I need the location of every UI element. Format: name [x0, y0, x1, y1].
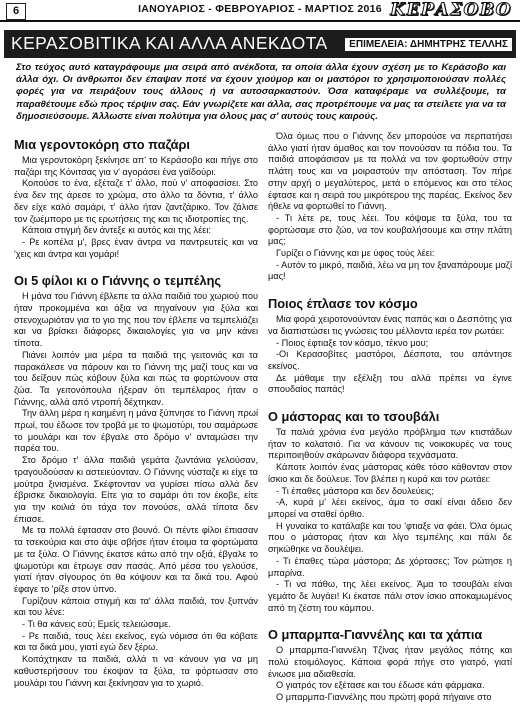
paragraph: Πιάνει λοιπόν μια μέρα τα παιδιά της γειτονιάς και τα παρακάλεσε να πάρουν και το Γιάννη της μαζί τους και να του δείξουν πώς κόβουν ξύλα και πώς τα φορτώνουν στα ζώα. Τα γειτονόπουλα ήξεραν ότι τεμπέλαρος ήταν ο Γιάννης, αλλά από ντροπή δέχτηκαν.: [14, 349, 258, 407]
paragraph: Με τα πολλά έφτασαν στο βουνό. Οι πέντε φίλοι έπιασαν τα τσεκούρια και στο άψε σβήσε ήταν έτοιμα τα φορτώματα με τα ξύλα. Ο Γιάννης έκατσε κάτω από την οξιά, έβγαλε το ψωμοτύρι και έτρωγε σαν πασάς. Από μέσα του γελούσε, γιατί ήταν σίγουρος ότι θα κόψουν και τα δικά του. Αφού έφαγε το 'ρίξε στον ύπνο.: [14, 525, 258, 594]
article-title: Ποιος έπλασε τον κόσμο: [268, 296, 418, 312]
section-title: ΚΕΡΑΣΟΒΙΤΙΚΑ ΚΑΙ ΑΛΛΑ ΑΝΕΚΔΟΤΑ: [11, 33, 328, 53]
article-title: Οι 5 φίλοι κι ο Γιάννης ο τεμπέλης: [14, 273, 222, 289]
paragraph: Κάποια στιγμή δεν άντεξε κι αυτός και της λέει:: [22, 225, 211, 236]
page-header: [0, 0, 520, 20]
paragraph: Δε μάθαμε την εξέλιξη του αλλά πρέπει να έγινε σπουδαίος παπάς!: [268, 372, 512, 395]
paragraph: - Τι έπαθες μάστορα και δεν δουλεύεις;: [276, 485, 434, 496]
paragraph: - Ρε κοπέλα μ', βρες έναν άντρα να παντρευτείς και να 'χεις και άντρα και γομάρι!: [14, 236, 258, 259]
paragraph: - Αυτόν το μικρό, παιδιά, λέω να μη τον ξαναπάρουμε μαζί μας!: [268, 259, 512, 282]
paragraph: Στο δρόμο τ' άλλα παιδιά γεμάτα ζωντάνια γελούσαν, τραγουδούσαν κι αστειεύονταν. Ο Γιάννης νύσταζε κι είχε τα μούτρα ξινισμένα. Σκέφτονταν να γυρίσει πίσω αλλά δεν έβρισκε δικαιολογία. Είτε για το σαμάρι ότι τον έκοβε, είτε για την κοιλιά ότι τάχα τον πονούσε, αλλά τίποτα δεν έπιασε.: [14, 455, 258, 524]
paragraph: Κοιτούσε το ένα, εξέταζε τ' άλλο, πού ν' αποφασίσει. Στο ένα δεν της άρεσε το χρώμα, στο άλλο τα δόντια, τ' άλλο δεν είχε καλό σαμάρι, τ' άλλο ήταν ζαντζάρικο. Τον ζάλισε τον ζωέμπορο με τις ερωτήσεις της και τις ιδιοτροπίες της.: [14, 178, 258, 224]
newspaper-logo: ΚΕΡΑΣΟΒΟ: [390, 0, 512, 20]
paragraph: Γυρίζουν κάποια στιγμή και τα' άλλα παιδιά, τον ξυπνάν και του λένε:: [14, 595, 258, 618]
paragraph: Ο μπαρμπα-Γιαννέλη Τζίνας ήταν μεγάλος πότης και πολύ ετοιμόλογος. Κάποια φορά πήγε στο γιατρό, γιατί ένιωσε μια αδιαθεσία.: [268, 645, 512, 679]
article-title: Ο μάστορας και το τσουβάλι: [268, 409, 440, 425]
article-title: Μια γεροντοκόρη στο παζάρι: [14, 137, 190, 152]
paragraph: Κοιτάχτηκαν τα παιδιά, αλλά τι να κάνουν για να μη καθυστερήσουν του έκοψαν τα ξύλα, τα φόρτωσαν στο μουλάρι του Γιάννη και ξεκίνησαν για το χωριό.: [14, 654, 258, 688]
section-banner: [4, 30, 516, 58]
left-column: [14, 138, 258, 689]
paragraph: Ο γιατρός τον εξέτασε και του έδωσε κάτι φάρμακα.: [276, 680, 485, 691]
paragraph: -Α, κυρά μ' λέει εκείνος, άμα το σακί είναι άδειο δεν μπορεί να σταθεί όρθιο.: [268, 497, 512, 519]
paragraph: Μια φορά χειροτονούνταν ένας παπάς και ο Δεσπότης για να διαπιστώσει τις γνώσεις του μέλλοντα ιερέα τον ρωτάει:: [268, 314, 512, 336]
paragraph: - Τι να πάθω, της λέει εκείνος. Άμα το τσουβάλι είναι γεμάτο δε λυγάει! Κι έκατσε πάλι στον ίσκιο αποκαμωμένος από τη ζέστη του κάμπου.: [268, 579, 512, 613]
paragraph: Μια γεροντοκόρη ξεκίνησε απ' το Κεράσοβο και πήγε στο παζάρι της Κόνιτσας για ν' αγοράσει ένα γαϊδούρι.: [14, 155, 258, 177]
paragraph: Όλα όμως που ο Γιάννης δεν μπορούσε να περπατήσει άλλο γιατί ήταν άμαθος και τον πονούσαν τα πόδια του. Τα παιδιά αποφάσισαν με τα πολλά να τον φορτωθούν στην πλάτη τους και να μοιραστούν την απόσταση. Τον πήρε στην αρχή ο μεγαλύτερος, μετά ο επόμενος και στο τέλος έφτασε και η σειρά του μικρότερου της παρέας. Εκείνος δεν ήθελε να φορτωθεί το Γιάννη.: [268, 131, 512, 212]
paragraph: - Ποιος έφτιαξε τον κόσμο, τέκνο μου;: [276, 337, 429, 348]
paragraph: Κάποτε λοιπόν ένας μάστορας κάθε τόσο κάθονταν στον ίσκιο και δε δούλευε. Τον βλέπει η κυρά και τον ρωτάει:: [268, 462, 512, 484]
page-number: 6: [6, 3, 26, 20]
paragraph: Ο μπαρμπα-Γιαννέλης που πρώτη φορά πήγαινε στο: [276, 692, 492, 703]
header-rule: [0, 20, 520, 22]
editor-credit: ΕΠΙΜΕΛΕΙΑ: ΔΗΜΗΤΡΗΣ ΤΕΛΛΗΣ: [345, 38, 512, 51]
paragraph: Την άλλη μέρα η καημένη η μάνα ξύπνησε το Γιάννη πρωί πρωί, του έδωσε τον τροβά με το ψωμοτύρι, του σαμάρωσε το μουλάρι και τον έβγαλε στο δρόμο ν' ανταμώσει την παρέα του.: [14, 408, 258, 454]
paragraph: -Οι Κερασοβίτες μαστόροι, Δέσποτα, του απάντησε εκείνος.: [268, 349, 512, 371]
paragraph: - Ρε παιδιά, τους λέει εκείνος, εγώ νόμισα ότι θα κόβατε και τα δικά μου, γιατί εγώ δεν ξέρω.: [14, 630, 258, 653]
paragraph: Τα παλιά χρόνια ένα μεγάλο πρόβλημα των κτιστάδων ήταν το κολατσιό. Για να κάνουν τις νοικοκυρές να τους περιποιηθούν σκάρωναν διάφορα τεχνάσματα.: [268, 427, 512, 461]
paragraph: - Τι θα κάνεις εσύ; Εμείς τελειώσαμε.: [22, 619, 171, 630]
right-column: [268, 131, 512, 704]
paragraph: Η μάνα του Γιάννη έβλεπε τα άλλα παιδιά του χωριού που ήταν προκομμένα και άξια να πηγαίνουν για ξύλα και στενοχωριόταν για το γιο της που τον έβλεπε να τεμπελιάζει και να βρίσκει διάφορες δικαιολογίες για να μην κάνει τίποτα.: [14, 291, 258, 349]
paragraph: - Τι λέτε ρε, τους λέει. Του κόψαμε τα ξύλα, του τα φορτώσαμε στο ζώο, να τον κουβαλήσουμε και στην πλάτη μας;: [268, 212, 512, 247]
paragraph: Γυρίζει ο Γιάννης και με ύφος τούς λέει:: [276, 248, 435, 259]
issue-date: ΙΑΝΟΥΑΡΙΟΣ - ΦΕΒΡΟΥΑΡΙΟΣ - ΜΑΡΤΙΟΣ 2016: [138, 3, 382, 15]
paragraph: - Τι έπαθες τώρα μάστορα; Δε χόρτασες; Τον ρώτησε η μπαρίνα.: [268, 555, 512, 578]
paragraph: Η γυναίκα το κατάλαβε και του 'φτιαξε να φάει. Όλα όμως που ο μάστορας ήταν και λίγο τεμπέλης και πάλι δε σηκώθηκε να δουλέψει.: [268, 520, 512, 555]
intro-paragraph: Στο τεύχος αυτό καταγράφουμε μια σειρά από ανέκδοτα, τα οποία άλλα έχουν σχέση με το Κεράσοβο και άλλα όχι. Οι άνθρωποι δεν έπαψαν ποτέ να έχουν χιούμορ και οι μαστόροι το χρησιμοποιούσαν πολλές φορές για να πειράξουν τους άλλους ή να αυτοσαρκαστούν. Όσα καταφέραμε να συλλέξουμε, τα παραθέτουμε εδώ προς τέρψιν σας. Εάν γνωρίζετε και άλλα, σας προτρέπουμε να μας τα στείλετε για να τα δημοσιεύσουμε. Άλλωστε είναι πολύτιμα για όλους μας σ' αυτούς τους καιρούς.: [16, 62, 506, 122]
article-title: Ο μπαρμπα-Γιαννέλης και τα χάπια: [268, 627, 483, 643]
